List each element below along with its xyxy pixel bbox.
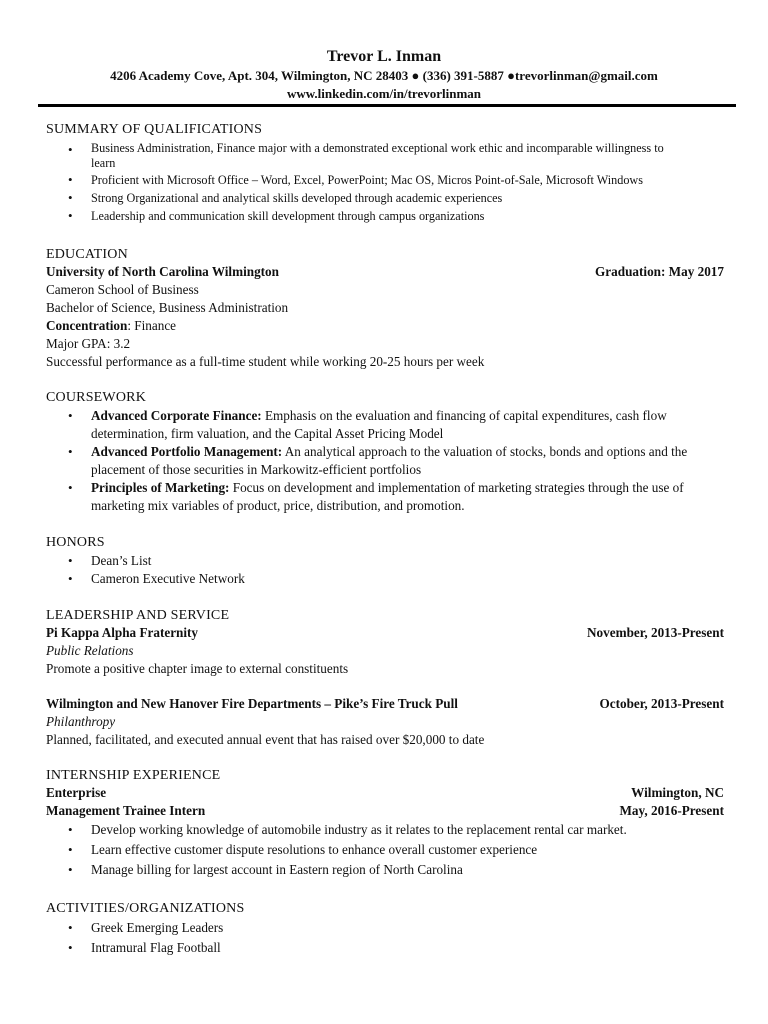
honors-heading: HONORS bbox=[46, 535, 105, 550]
college-name: Cameron School of Business bbox=[46, 282, 199, 297]
resume-name: Trevor L. Inman bbox=[326, 48, 442, 65]
list-item: • Greek Emerging Leaders bbox=[46, 918, 724, 938]
description: Planned, facilitated, and executed annual event that has raised over $20,000 to date bbox=[46, 732, 485, 747]
summary-heading: SUMMARY OF QUALIFICATIONS bbox=[46, 122, 263, 137]
activities-heading: ACTIVITIES/ORGANIZATIONS bbox=[46, 901, 245, 916]
list-item: • Develop working knowledge of automobile industry as it relates to the replacement rental car market. bbox=[46, 820, 724, 840]
list-item: • Principles of Marketing: Focus on development and implementation of marketing strategies through the use of marketing mix variables of product, price, distribution, and promotion. bbox=[46, 479, 724, 515]
school-name: University of North Carolina Wilmington bbox=[46, 264, 279, 279]
activities-list bbox=[46, 918, 724, 958]
honors-list bbox=[46, 552, 724, 588]
org-name: Wilmington and New Hanover Fire Departments – Pike’s Fire Truck Pull bbox=[46, 696, 458, 711]
education-school-row bbox=[46, 263, 724, 281]
list-item: • Leadership and communication skill development through campus organizations bbox=[46, 207, 724, 225]
contact-line: 4206 Academy Cove, Apt. 304, Wilmington, NC 28403 ● (336) 391-5887 ●trevorlinman@gmail.com bbox=[110, 68, 658, 83]
gpa: Major GPA: 3.2 bbox=[46, 336, 131, 351]
concentration: Concentration: Finance bbox=[46, 318, 177, 333]
role: Philanthropy bbox=[46, 714, 116, 729]
list-item: • Advanced Portfolio Management: An analytical approach to the valuation of stocks, bonds and options and the placement of those securities in Markowitz-efficient portfolios bbox=[46, 443, 724, 479]
education-section bbox=[46, 246, 724, 371]
list-item: • Learn effective customer dispute resolutions to enhance overall customer experience bbox=[46, 840, 724, 860]
list-item: • Business Administration, Finance major with a demonstrated exceptional work ethic and incomparable willingness to learn bbox=[46, 141, 724, 171]
list-item: • Strong Organizational and analytical skills developed through academic experiences bbox=[46, 189, 724, 207]
description: Promote a positive chapter image to external constituents bbox=[46, 661, 349, 676]
internship-heading: INTERNSHIP EXPERIENCE bbox=[46, 768, 221, 783]
list-item: • Dean’s List bbox=[46, 552, 724, 570]
list-item: • Cameron Executive Network bbox=[46, 570, 724, 588]
coursework-section bbox=[46, 389, 724, 515]
header-divider bbox=[38, 104, 736, 107]
linkedin-url: www.linkedin.com/in/trevorlinman bbox=[286, 86, 482, 101]
leadership-entry-header bbox=[46, 695, 724, 713]
company-name: Enterprise bbox=[46, 785, 107, 800]
activities-section bbox=[46, 900, 724, 958]
coursework-heading: COURSEWORK bbox=[46, 390, 147, 405]
list-item: • Manage billing for largest account in Eastern region of North Carolina bbox=[46, 860, 724, 880]
summary-list bbox=[46, 141, 724, 225]
internship-title-row bbox=[46, 802, 724, 820]
degree: Bachelor of Science, Business Administration bbox=[46, 300, 289, 315]
list-item: • Advanced Corporate Finance: Emphasis on the evaluation and financing of capital expenditures, cash flow determination, firm valuation, and the Capital Asset Pricing Model bbox=[46, 407, 724, 443]
education-heading: EDUCATION bbox=[46, 247, 128, 262]
list-item: • Intramural Flag Football bbox=[46, 938, 724, 958]
role: Public Relations bbox=[46, 643, 134, 658]
internship-section bbox=[46, 767, 724, 880]
list-item: • Proficient with Microsoft Office – Word, Excel, PowerPoint; Mac OS, Micros Point-of-Sale, Microsoft Windows bbox=[46, 171, 724, 189]
leadership-entry-header bbox=[46, 624, 724, 642]
job-title: Management Trainee Intern bbox=[46, 803, 206, 818]
graduation-date: Graduation: May 2017 bbox=[595, 264, 724, 279]
honors-section bbox=[46, 534, 724, 588]
education-note: Successful performance as a full-time student while working 20-25 hours per week bbox=[46, 354, 485, 369]
coursework-list bbox=[46, 407, 724, 515]
location: Wilmington, NC bbox=[631, 785, 724, 800]
org-name: Pi Kappa Alpha Fraternity bbox=[46, 625, 199, 640]
leadership-section bbox=[46, 607, 724, 749]
summary-section bbox=[46, 121, 724, 225]
internship-list bbox=[46, 820, 724, 880]
date-range: November, 2013-Present bbox=[587, 625, 724, 640]
leadership-heading: LEADERSHIP AND SERVICE bbox=[46, 608, 230, 623]
internship-company-row bbox=[46, 784, 724, 802]
date-range: May, 2016-Present bbox=[619, 803, 724, 818]
date-range: October, 2013-Present bbox=[599, 696, 724, 711]
